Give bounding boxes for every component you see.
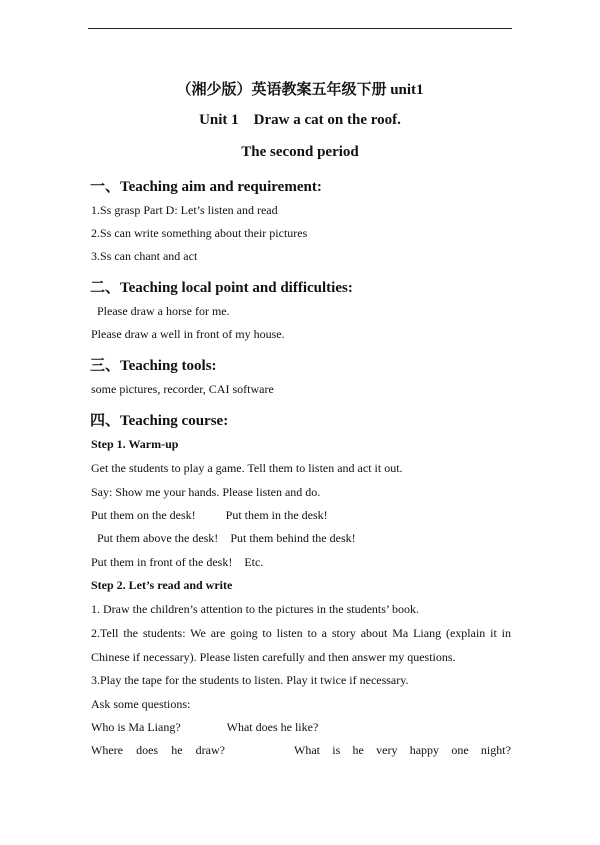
step1-title: Step 1. Warm-up: [91, 437, 179, 451]
point-item: Please draw a horse for me.: [97, 304, 230, 318]
word: he: [352, 743, 364, 757]
word: is: [332, 743, 341, 757]
word: he: [171, 743, 183, 757]
pair-left: Put them above the desk!: [97, 531, 219, 545]
section-heading-aim: 一、Teaching aim and requirement:: [90, 179, 322, 195]
step2-line: Ask some questions:: [91, 697, 191, 711]
section-heading-points: 二、Teaching local point and difficulties:: [90, 280, 353, 296]
step1-pair: [91, 555, 263, 570]
word: one: [451, 743, 469, 757]
pair-left: Put them on the desk!: [91, 508, 196, 522]
question-left: Who is Ma Liang?: [91, 720, 181, 734]
step2-title: Step 2. Let’s read and write: [91, 578, 233, 592]
pair-right: Put them behind the desk!: [230, 531, 356, 545]
pair-left: Put them in front of the desk!: [91, 555, 233, 569]
document-title: （湘少版）英语教案五年级下册 unit1: [176, 82, 424, 98]
step2-line: 3.Play the tape for the students to listen. Play it twice if necessary.: [91, 673, 409, 687]
aim-item: 1.Ss grasp Part D: Let’s listen and read: [91, 203, 278, 217]
tools-text: some pictures, recorder, CAI software: [91, 382, 274, 396]
step2-line: 1. Draw the children’s attention to the pictures in the students’ book.: [91, 602, 420, 616]
word: does: [136, 743, 159, 757]
section-heading-tools: 三、Teaching tools:: [90, 358, 217, 374]
word: night?: [480, 743, 511, 757]
aim-item: 2.Ss can write something about their pictures: [91, 226, 308, 240]
word: draw?: [195, 743, 225, 757]
question-line-justified: [91, 743, 511, 758]
word: very: [376, 743, 398, 757]
section-heading-course: 四、Teaching course:: [90, 413, 229, 429]
point-item: Please draw a well in front of my house.: [91, 327, 285, 341]
period-title: The second period: [241, 144, 359, 160]
header-rule: [88, 28, 512, 29]
question-right: What does he like?: [226, 720, 319, 734]
step1-pair: [91, 508, 328, 523]
pair-right: Etc.: [244, 555, 264, 569]
word: happy: [409, 743, 440, 757]
step1-pair: [97, 531, 356, 546]
word: Where: [91, 743, 123, 757]
pair-right: Put them in the desk!: [225, 508, 328, 522]
step1-line: Say: Show me your hands. Please listen and do.: [91, 485, 321, 499]
step2-line: Chinese if necessary). Please listen carefully and then answer my questions.: [91, 650, 456, 664]
question-pair: [91, 720, 318, 735]
unit-title: Unit 1 Draw a cat on the roof.: [199, 112, 401, 128]
step2-line: 2.Tell the students: We are going to listen to a story about Ma Liang (explain it in: [91, 626, 511, 640]
aim-item: 3.Ss can chant and act: [91, 249, 198, 263]
word: What: [294, 743, 320, 757]
step1-line: Get the students to play a game. Tell them to listen and act it out.: [91, 461, 403, 475]
